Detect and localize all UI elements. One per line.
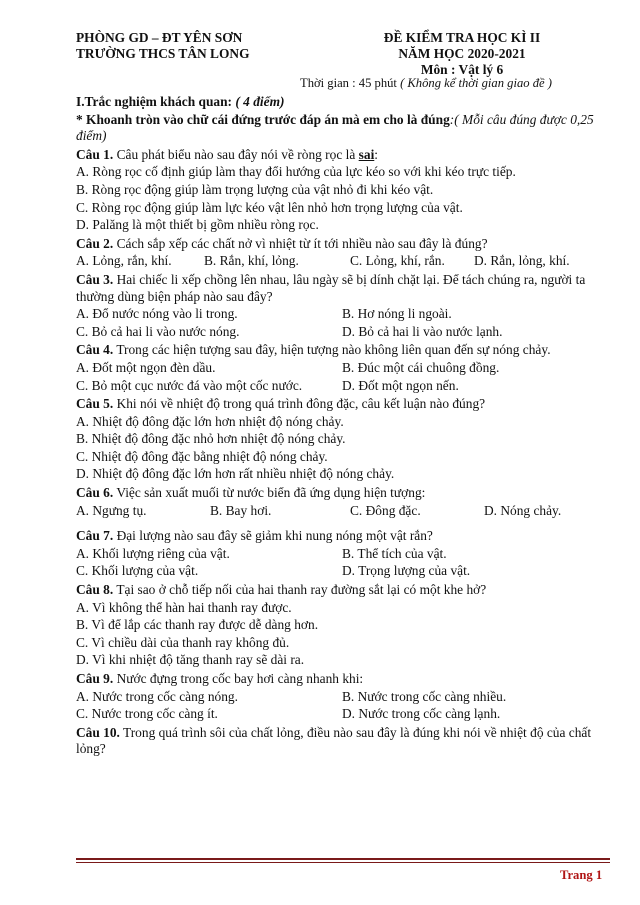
- q2-options: [76, 253, 608, 270]
- question-number: Câu 8.: [76, 582, 114, 598]
- question-5: [76, 396, 608, 413]
- question-number: Câu 5.: [76, 396, 114, 412]
- q4-options-row2: [76, 378, 608, 395]
- exam-title: ĐỀ KIỂM TRA HỌC KÌ II: [383, 30, 541, 45]
- q4-options-row1: [76, 360, 608, 377]
- school-name: TRƯỜNG THCS TÂN LONG: [76, 46, 250, 61]
- q4-option-a[interactable]: A. Đốt một ngọn đèn dầu.: [76, 359, 216, 375]
- q2-option-c[interactable]: C. Lỏng, khí, rắn.: [350, 253, 445, 269]
- q4-option-d[interactable]: D. Đốt một ngọn nến.: [342, 377, 459, 393]
- instruction: [76, 112, 608, 145]
- question-6: [76, 485, 608, 502]
- q6-option-a[interactable]: A. Ngưng tụ.: [76, 502, 147, 518]
- question-3: [76, 272, 608, 305]
- q3-options-row1: [76, 306, 608, 323]
- q3-option-c[interactable]: C. Bỏ cả hai li vào nước nóng.: [76, 323, 240, 339]
- instruction-text: * Khoanh tròn vào chữ cái đứng trước đáp án mà em cho là đúng: [76, 111, 450, 127]
- time-label: Thời gian : 45 phút: [300, 76, 401, 90]
- question-9: [76, 671, 608, 688]
- q4-option-b[interactable]: B. Đúc một cái chuông đồng.: [342, 359, 500, 375]
- q6-option-b[interactable]: B. Bay hơi.: [210, 502, 272, 518]
- question-text: Câu phát biểu nào sau đây nói về ròng rọc là: [113, 146, 359, 162]
- question-number: Câu 4.: [76, 342, 114, 358]
- q8-option-b[interactable]: B. Vì để lắp các thanh ray được dễ dàng hơn.: [76, 617, 319, 633]
- footer-divider: [76, 858, 610, 860]
- spacer: [76, 520, 608, 526]
- q7-option-b[interactable]: B. Thể tích của vật.: [342, 545, 447, 561]
- question-text: Cách sắp xếp các chất nở vì nhiệt từ ít tới nhiều nào sau đây là đúng?: [113, 235, 488, 251]
- question-number: Câu 3.: [76, 271, 114, 287]
- q4-option-c[interactable]: C. Bỏ một cục nước đá vào một cốc nước.: [76, 377, 303, 393]
- q5-option-c[interactable]: C. Nhiệt độ đông đặc bằng nhiệt độ nóng chảy.: [76, 448, 328, 464]
- q9-options-row2: [76, 706, 608, 723]
- q2-option-d[interactable]: D. Rắn, lỏng, khí.: [474, 253, 570, 269]
- question-text: Đại lượng nào sau đây sẽ giảm khi nung nóng một vật rắn?: [113, 528, 433, 544]
- section-title-text: I.Trắc nghiệm khách quan:: [76, 94, 236, 109]
- q6-options: [76, 503, 608, 520]
- q6-option-d[interactable]: D. Nóng chảy.: [484, 502, 562, 518]
- question-text: Nước đựng trong cốc bay hơi càng nhanh khi:: [113, 671, 364, 686]
- exam-time: [300, 76, 552, 91]
- page-number-value: 1: [595, 868, 603, 882]
- q3-option-d[interactable]: D. Bỏ cả hai li vào nước lạnh.: [342, 323, 503, 339]
- q7-options-row1: [76, 546, 608, 563]
- q8-option-d[interactable]: D. Vì khi nhiệt độ tăng thanh ray sẽ dài ra.: [76, 652, 305, 668]
- question-text: Trong quá trình sôi của chất lỏng, điều nào sau đây là đúng khi nói về nhiệt độ của chất lỏng?: [76, 724, 592, 757]
- q5-option-d[interactable]: D. Nhiệt độ đông đặc lớn hơn rất nhiều nhiệt độ nóng chảy.: [76, 466, 395, 482]
- q7-options-row2: [76, 563, 608, 580]
- question-number: Câu 10.: [76, 724, 120, 740]
- page-number: [560, 868, 602, 883]
- q1-option-a[interactable]: A. Ròng rọc cố định giúp làm thay đổi hướng của lực kéo so với khi kéo trực tiếp.: [76, 164, 516, 180]
- question-8: [76, 582, 608, 599]
- q5-option-b[interactable]: B. Nhiệt độ đông đặc nhỏ hơn nhiệt độ nóng chảy.: [76, 431, 346, 447]
- question-10: [76, 725, 608, 758]
- q9-option-c[interactable]: C. Nước trong cốc càng ít.: [76, 706, 218, 722]
- section-points: ( 4 điểm): [235, 94, 285, 109]
- q7-option-d[interactable]: D. Trọng lượng của vật.: [342, 563, 471, 579]
- question-tail: :: [374, 146, 379, 162]
- question-number: Câu 7.: [76, 528, 114, 544]
- instruction-note: :( Mỗi câu đúng được 0,25 điểm): [76, 111, 594, 144]
- q7-option-c[interactable]: C. Khối lượng của vật.: [76, 563, 199, 579]
- question-4: [76, 342, 608, 359]
- q9-option-a[interactable]: A. Nước trong cốc càng nóng.: [76, 688, 238, 704]
- question-number: Câu 6.: [76, 485, 114, 501]
- question-text: Khi nói về nhiệt độ trong quá trình đông đặc, câu kết luận nào đúng?: [113, 396, 486, 412]
- question-emphasis: sai: [358, 146, 375, 162]
- q2-option-a[interactable]: A. Lỏng, rắn, khí.: [76, 253, 172, 269]
- question-2: [76, 236, 608, 253]
- q1-option-d[interactable]: D. Palăng là một thiết bị gồm nhiều ròng rọc.: [76, 217, 319, 233]
- question-1: [76, 147, 608, 164]
- q9-option-b[interactable]: B. Nước trong cốc càng nhiều.: [342, 688, 507, 704]
- exam-header: [352, 30, 572, 78]
- exam-content: [76, 94, 608, 758]
- question-number: Câu 2.: [76, 235, 114, 251]
- q9-option-d[interactable]: D. Nước trong cốc càng lạnh.: [342, 706, 501, 722]
- section-title: [76, 94, 608, 111]
- q8-option-a[interactable]: A. Vì không thể hàn hai thanh ray được.: [76, 599, 292, 615]
- department-name: PHÒNG GD – ĐT YÊN SƠN: [76, 30, 243, 45]
- q6-option-c[interactable]: C. Đông đặc.: [350, 502, 421, 518]
- q9-options-row1: [76, 689, 608, 706]
- question-text: Việc sản xuất muối từ nước biển đã ứng dụng hiện tượng:: [113, 485, 426, 501]
- page-label: Trang: [560, 868, 596, 882]
- q5-option-a[interactable]: A. Nhiệt độ đông đặc lớn hơn nhiệt độ nóng chảy.: [76, 413, 344, 429]
- q3-options-row2: [76, 324, 608, 341]
- q2-option-b[interactable]: B. Rắn, khí, lỏng.: [204, 253, 299, 269]
- school-header: [76, 30, 250, 62]
- q3-option-a[interactable]: A. Đổ nước nóng vào li trong.: [76, 306, 238, 322]
- q7-option-a[interactable]: A. Khối lượng riêng của vật.: [76, 545, 230, 561]
- q8-option-c[interactable]: C. Vì chiều dài của thanh ray không đủ.: [76, 634, 290, 650]
- question-text: Tại sao ở chỗ tiếp nối của hai thanh ray đường sắt lại có một khe hở?: [113, 582, 487, 598]
- q3-option-b[interactable]: B. Hơ nóng li ngoài.: [342, 306, 452, 322]
- q1-option-b[interactable]: B. Ròng rọc động giúp làm trọng lượng của vật nhỏ đi khi kéo vật.: [76, 181, 434, 197]
- time-note: ( Không kể thời gian giao đề ): [400, 76, 552, 90]
- q1-option-c[interactable]: C. Ròng rọc động giúp làm lực kéo vật lên nhỏ hơn trọng lượng của vật.: [76, 199, 463, 215]
- question-7: [76, 528, 608, 545]
- school-year: NĂM HỌC 2020-2021: [398, 46, 526, 61]
- subject: Môn : Vật lý 6: [420, 62, 504, 77]
- question-number: Câu 1.: [76, 146, 114, 162]
- footer-divider-thin: [76, 862, 610, 863]
- question-text: Trong các hiện tượng sau đây, hiện tượng nào không liên quan đến sự nóng chảy.: [113, 342, 551, 358]
- question-number: Câu 9.: [76, 671, 114, 686]
- question-text: Hai chiếc li xếp chồng lên nhau, lâu ngày sẽ bị dính chặt lại. Để tách chúng ra, người ta thường dùng biện pháp nào sau đây?: [76, 271, 586, 304]
